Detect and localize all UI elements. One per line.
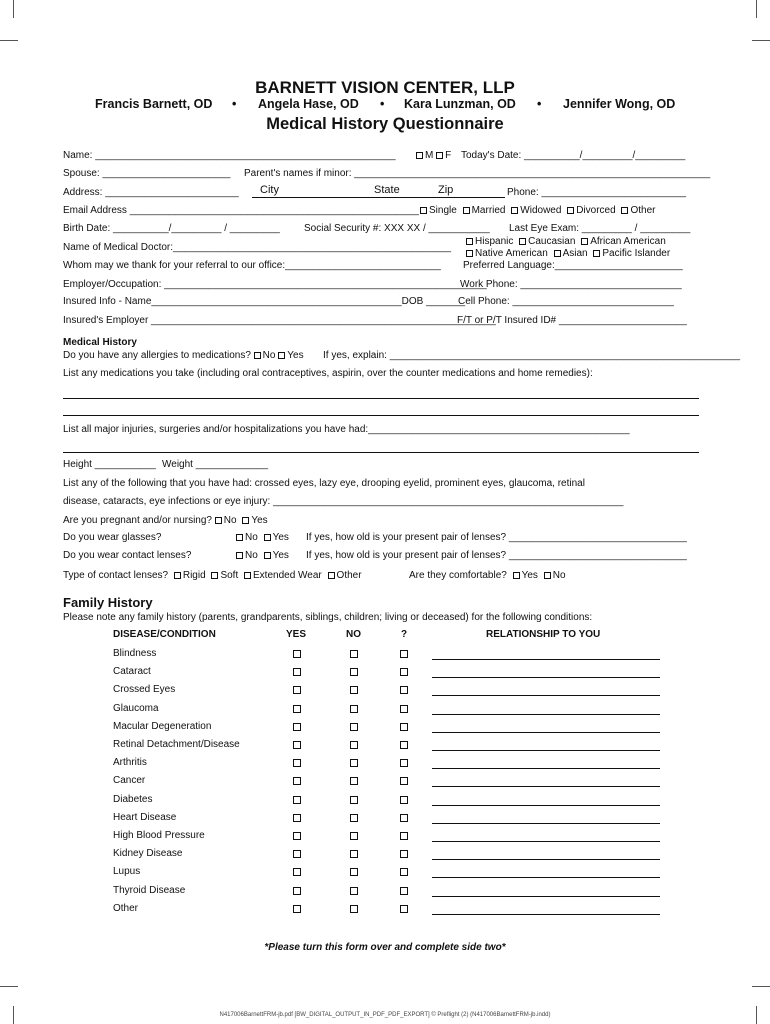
yes-checkbox-icon[interactable] (293, 741, 301, 749)
zip-label: Zip (438, 184, 454, 196)
unknown-checkbox-icon[interactable] (400, 723, 408, 731)
no-checkbox-icon[interactable] (350, 796, 358, 804)
spouse-field[interactable]: Spouse: _______________________ (63, 168, 231, 179)
checkbox-icon[interactable] (463, 207, 470, 214)
unknown-checkbox-icon[interactable] (400, 868, 408, 876)
checkbox-icon[interactable] (554, 250, 561, 257)
work-phone-field[interactable]: Work Phone: _____________________________ (460, 279, 682, 290)
contacts-age-field[interactable]: If yes, how old is your present pair of lenses? ________________________________ (306, 550, 687, 561)
unknown-checkbox-icon[interactable] (400, 650, 408, 658)
crop-mark (752, 986, 770, 987)
condition-label: Glaucoma (113, 703, 159, 714)
no-checkbox-icon[interactable] (350, 814, 358, 822)
checkbox-icon[interactable] (174, 572, 181, 579)
yes-checkbox-icon[interactable] (293, 777, 301, 785)
glasses-options[interactable]: No Yes (236, 532, 289, 543)
address-field[interactable]: Address: ________________________ (63, 187, 239, 198)
condition-label: Macular Degeneration (113, 721, 212, 732)
cell-phone-field[interactable]: Cell Phone: _____________________________ (458, 296, 674, 307)
checkbox-icon[interactable] (264, 552, 271, 559)
no-checkbox-icon[interactable] (350, 686, 358, 694)
crop-mark (0, 40, 18, 41)
no-checkbox-icon[interactable] (350, 887, 358, 895)
unknown-checkbox-icon[interactable] (400, 668, 408, 676)
condition-label: Thyroid Disease (113, 885, 186, 896)
pregnant-question: Are you pregnant and/or nursing? No Yes (63, 515, 268, 526)
crop-mark (756, 0, 757, 18)
relationship-line[interactable] (432, 695, 660, 696)
checkbox-icon[interactable] (215, 517, 222, 524)
condition-label: Retinal Detachment/Disease (113, 739, 240, 750)
conditions-field[interactable]: disease, cataracts, eye infections or eye injury: _______________________________________________________________ (63, 496, 624, 507)
relationship-line[interactable] (432, 823, 660, 824)
condition-label: Heart Disease (113, 812, 177, 823)
checkbox-icon[interactable] (236, 534, 243, 541)
bullet: • (380, 97, 385, 111)
ssn-field[interactable]: Social Security #: XXX XX / ___________ (304, 223, 490, 234)
no-checkbox-icon[interactable] (350, 777, 358, 785)
condition-label: Diabetes (113, 794, 153, 805)
checkbox-icon[interactable] (242, 517, 249, 524)
yes-checkbox-icon[interactable] (293, 705, 301, 713)
bullet: • (537, 97, 542, 111)
yes-checkbox-icon[interactable] (293, 796, 301, 804)
preferred-language-field[interactable]: Preferred Language:_______________________ (463, 260, 683, 271)
relationship-line[interactable] (432, 677, 660, 678)
height-field[interactable]: Height ___________ (63, 459, 156, 470)
yes-checkbox-icon[interactable] (293, 850, 301, 858)
column-header-yes: YES (286, 629, 307, 640)
checkbox-icon[interactable] (567, 207, 574, 214)
relationship-line[interactable] (432, 841, 660, 842)
checkbox-icon[interactable] (513, 572, 520, 579)
checkbox-icon[interactable] (466, 250, 473, 257)
unknown-checkbox-icon[interactable] (400, 850, 408, 858)
checkbox-icon[interactable] (278, 352, 285, 359)
doctor-name: Kara Lunzman, OD (404, 97, 516, 111)
parents-field[interactable]: Parent's names if minor: ________________________________________________________________ (244, 168, 711, 179)
name-field[interactable]: Name: ______________________________________________________ (63, 150, 396, 161)
medications-line[interactable] (63, 415, 699, 416)
checkbox-icon[interactable] (211, 572, 218, 579)
checkbox-icon[interactable] (420, 207, 427, 214)
insured-employer-field[interactable]: Insured's Employer ______________________________________________________________ (63, 315, 496, 326)
bullet: • (232, 97, 237, 111)
yes-checkbox-icon[interactable] (293, 759, 301, 767)
print-slug: N417006BarnettFRM-jb.pdf [BW_DIGITAL_OUTPUT_IN_PDF_PDF_EXPORT] © Preflight (2) (N417006BarnettFRM-jb.indd) (219, 1012, 551, 1018)
insured-id-field[interactable]: F/T or P/T Insured ID# _______________________ (457, 315, 687, 326)
medical-doctor-field[interactable]: Name of Medical Doctor:__________________________________________________ (63, 242, 452, 253)
crop-mark (752, 40, 770, 41)
yes-checkbox-icon[interactable] (293, 905, 301, 913)
unknown-checkbox-icon[interactable] (400, 777, 408, 785)
medical-history-heading: Medical History (63, 337, 137, 348)
condition-label: Lupus (113, 866, 141, 877)
relationship-line[interactable] (432, 877, 660, 878)
crop-mark (13, 0, 14, 18)
doctor-name: Francis Barnett, OD (95, 97, 213, 111)
form-title: Medical History Questionnaire (266, 115, 504, 133)
condition-label: Blindness (113, 648, 157, 659)
unknown-checkbox-icon[interactable] (400, 741, 408, 749)
address-line[interactable] (252, 197, 505, 198)
glasses-question: Do you wear glasses? (63, 532, 162, 543)
family-history-heading: Family History (63, 595, 153, 610)
ethnicity-row-2[interactable]: Native American Asian Pacific Islander (466, 248, 670, 259)
checkbox-icon[interactable] (416, 152, 423, 159)
unknown-checkbox-icon[interactable] (400, 796, 408, 804)
insured-info-field[interactable]: Insured Info - Name_____________________________________________DOB _______ (63, 296, 466, 307)
yes-checkbox-icon[interactable] (293, 650, 301, 658)
sex-options[interactable]: M F (416, 150, 451, 161)
checkbox-icon[interactable] (511, 207, 518, 214)
no-checkbox-icon[interactable] (350, 723, 358, 731)
phone-field[interactable]: Phone: __________________________ (507, 187, 687, 198)
no-checkbox-icon[interactable] (350, 705, 358, 713)
doctor-name: Angela Hase, OD (258, 97, 359, 111)
city-label: City (260, 184, 279, 196)
yes-checkbox-icon[interactable] (293, 814, 301, 822)
no-checkbox-icon[interactable] (350, 905, 358, 913)
no-checkbox-icon[interactable] (350, 832, 358, 840)
column-header-unknown: ? (401, 629, 408, 640)
relationship-line[interactable] (432, 732, 660, 733)
email-field[interactable]: Email Address ____________________________________________________ (63, 205, 419, 216)
ethnicity-row-1[interactable]: Hispanic Caucasian African American (466, 236, 666, 247)
comfortable-question: Are they comfortable? Yes No (409, 570, 566, 581)
no-checkbox-icon[interactable] (350, 668, 358, 676)
yes-checkbox-icon[interactable] (293, 668, 301, 676)
relationship-line[interactable] (432, 805, 660, 806)
no-checkbox-icon[interactable] (350, 868, 358, 876)
condition-label: Cancer (113, 775, 146, 786)
medications-question: List any medications you take (including oral contraceptives, aspirin, over the counter medications and home remedies): (63, 368, 593, 379)
checkbox-icon[interactable] (581, 238, 588, 245)
unknown-checkbox-icon[interactable] (400, 759, 408, 767)
unknown-checkbox-icon[interactable] (400, 705, 408, 713)
checkbox-icon[interactable] (264, 534, 271, 541)
injuries-field[interactable]: List all major injuries, surgeries and/or hospitalizations you have had:_______________________________________________ (63, 424, 630, 435)
contact-type-question: Type of contact lenses? Rigid Soft Extended Wear Other (63, 570, 362, 581)
checkbox-icon[interactable] (519, 238, 526, 245)
checkbox-icon[interactable] (328, 572, 335, 579)
conditions-question: List any of the following that you have had: crossed eyes, lazy eye, drooping eyelid, prominent eyes, glaucoma, retinal (63, 478, 585, 489)
yes-checkbox-icon[interactable] (293, 686, 301, 694)
relationship-line[interactable] (432, 859, 660, 860)
referral-field[interactable]: Whom may we thank for your referral to our office:____________________________ (63, 260, 441, 271)
unknown-checkbox-icon[interactable] (400, 686, 408, 694)
employer-field[interactable]: Employer/Occupation: __________________________________________________________ (63, 279, 487, 290)
contacts-options[interactable]: No Yes (236, 550, 289, 561)
state-label: State (374, 184, 400, 196)
checkbox-icon[interactable] (593, 250, 600, 257)
condition-label: Other (113, 903, 139, 914)
yes-checkbox-icon[interactable] (293, 887, 301, 895)
unknown-checkbox-icon[interactable] (400, 905, 408, 913)
contacts-question: Do you wear contact lenses? (63, 550, 192, 561)
relationship-line[interactable] (432, 714, 660, 715)
turn-over-note: *Please turn this form over and complete side two* (264, 942, 506, 953)
checkbox-icon[interactable] (244, 572, 251, 579)
checkbox-icon[interactable] (466, 238, 473, 245)
column-header-relationship: RELATIONSHIP TO YOU (486, 629, 601, 640)
yes-checkbox-icon[interactable] (293, 832, 301, 840)
practice-title: BARNETT VISION CENTER, LLP (255, 78, 515, 97)
last-eye-exam-field[interactable]: Last Eye Exam: _________ / _________ (509, 223, 691, 234)
birth-date-field[interactable]: Birth Date: __________/_________ / _________ (63, 223, 280, 234)
yes-checkbox-icon[interactable] (293, 723, 301, 731)
allergies-question: Do you have any allergies to medications? No Yes (63, 350, 304, 361)
doctor-name: Jennifer Wong, OD (563, 97, 676, 111)
allergies-explain-field[interactable]: If yes, explain: _______________________________________________________________ (323, 350, 741, 361)
unknown-checkbox-icon[interactable] (400, 887, 408, 895)
column-header-disease: DISEASE/CONDITION (113, 629, 216, 640)
no-checkbox-icon[interactable] (350, 759, 358, 767)
crop-mark (0, 986, 18, 987)
injuries-line[interactable] (63, 452, 699, 453)
marital-status[interactable]: Single Married Widowed Divorced Other (420, 205, 655, 216)
condition-label: High Blood Pressure (113, 830, 205, 841)
no-checkbox-icon[interactable] (350, 850, 358, 858)
todays-date-field[interactable]: Today's Date: __________/_________/_________ (461, 150, 686, 161)
checkbox-icon[interactable] (236, 552, 243, 559)
checkbox-icon[interactable] (544, 572, 551, 579)
condition-label: Kidney Disease (113, 848, 183, 859)
medications-line[interactable] (63, 398, 699, 399)
checkbox-icon[interactable] (254, 352, 261, 359)
yes-checkbox-icon[interactable] (293, 868, 301, 876)
glasses-age-field[interactable]: If yes, how old is your present pair of lenses? ________________________________ (306, 532, 687, 543)
condition-label: Cataract (113, 666, 151, 677)
unknown-checkbox-icon[interactable] (400, 832, 408, 840)
column-header-no: NO (346, 629, 361, 640)
checkbox-icon[interactable] (621, 207, 628, 214)
relationship-line[interactable] (432, 896, 660, 897)
weight-field[interactable]: Weight _____________ (162, 459, 269, 470)
family-history-intro: Please note any family history (parents, grandparents, siblings, children; living or deceased) for the following conditions: (63, 612, 593, 623)
unknown-checkbox-icon[interactable] (400, 814, 408, 822)
relationship-line[interactable] (432, 750, 660, 751)
condition-label: Crossed Eyes (113, 684, 176, 695)
no-checkbox-icon[interactable] (350, 650, 358, 658)
relationship-line[interactable] (432, 914, 660, 915)
checkbox-icon[interactable] (436, 152, 443, 159)
relationship-line[interactable] (432, 786, 660, 787)
relationship-line[interactable] (432, 768, 660, 769)
condition-label: Arthritis (113, 757, 147, 768)
relationship-line[interactable] (432, 659, 660, 660)
no-checkbox-icon[interactable] (350, 741, 358, 749)
